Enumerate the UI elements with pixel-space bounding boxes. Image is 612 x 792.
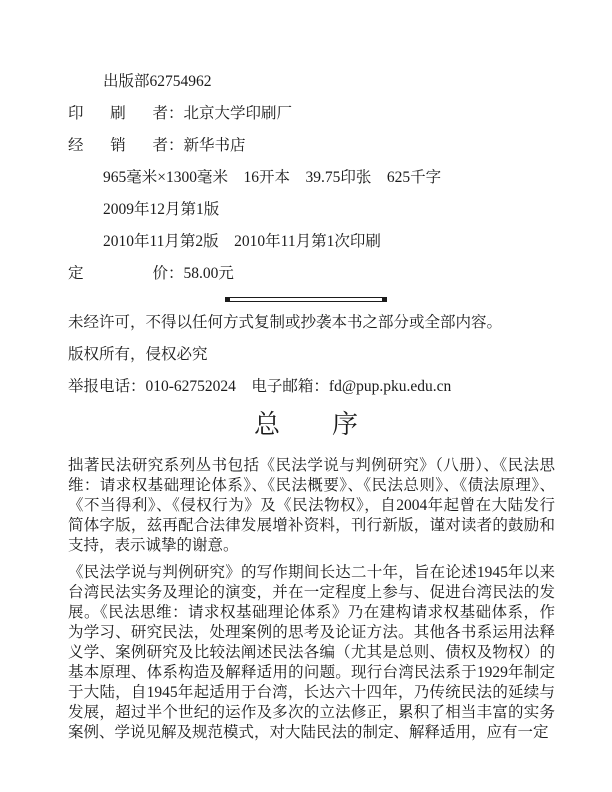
colophon-dept-phone-line: [68, 71, 562, 103]
first-edition-text: 2009年12月第1版: [103, 201, 220, 218]
report-contact-line: [68, 376, 562, 408]
colophon-second-edition-line: [68, 231, 562, 263]
second-edition-text: 2010年11月第2版 2010年11月第1次印刷: [103, 233, 381, 250]
price-label: 定价: [68, 265, 168, 282]
rights-notice-line: [68, 344, 562, 376]
preface-body: [68, 456, 555, 750]
legal-notices-block: [68, 312, 562, 408]
printer-separator: ：: [168, 105, 184, 122]
format-text: 965毫米×1300毫米 16开本 39.75印张 625千字: [103, 169, 442, 186]
colophon-price-row: [68, 263, 562, 295]
preface-title: 总 序: [253, 410, 358, 439]
report-contact-text: 举报电话：010-62752024 电子邮箱：fd@pup.pku.edu.cn: [68, 378, 452, 395]
dept-phone-text: 出版部62754962: [103, 73, 212, 90]
colophon-printer-row: [68, 103, 562, 135]
colophon-block: [68, 71, 562, 295]
horizontal-rule-divider: [225, 297, 387, 302]
preface-paragraph: 拙著民法研究系列丛书包括《民法学说与判例研究》（八册）、《民法思维：请求权基础理论体系》、《民法概要》、《民法总则》、《债法原理》、《不当得利》、《侵权行为》及《民法物权》，自2004年起曾在大陆发行简体字版，兹再配合法律发展增补资料，刊行新版，谨对读者的鼓励和支持，表示诚挚的谢意。: [68, 457, 555, 554]
colophon-first-edition-line: [68, 199, 562, 231]
copy-warning-text: 未经许可，不得以任何方式复制或抄袭本书之部分或全部内容。: [68, 314, 503, 331]
distributor-label: 经销者: [68, 137, 168, 154]
colophon-format-line: [68, 167, 562, 199]
distributor-separator: ：: [168, 137, 184, 154]
rights-notice-text: 版权所有，侵权必究: [68, 346, 208, 363]
printer-value: 北京大学印刷厂: [183, 105, 293, 122]
price-value: 58.00元: [183, 265, 234, 282]
distributor-value: 新华书店: [183, 137, 246, 154]
printer-label: 印刷者: [68, 105, 168, 122]
price-separator: ：: [168, 265, 184, 282]
copy-warning-line: [68, 312, 562, 344]
preface-paragraph: 《民法学说与判例研究》的写作期间长达二十年，旨在论述1945年以来台湾民法实务及理论的演变，并在一定程度上参与、促进台湾民法的发展。《民法思维：请求权基础理论体系》乃在建构请求权基础体系，作为学习、研究民法，处理案例的思考及论证方法。其他各书系运用法释义学、案例研究及比较法阐述民法各编（尤其是总则、债权及物权）的基本原理、体系构造及解释适用的问题。现行台湾民法系于1929年制定于大陆，自1945年起适用于台湾，长达六十四年，乃传统民法的延续与发展，超过半个世纪的运作及多次的立法修正，累积了相当丰富的实务案例、学说见解及规范模式，对大陆民法的制定、解释适用，应有一定: [68, 564, 555, 741]
colophon-distributor-row: [68, 135, 562, 167]
